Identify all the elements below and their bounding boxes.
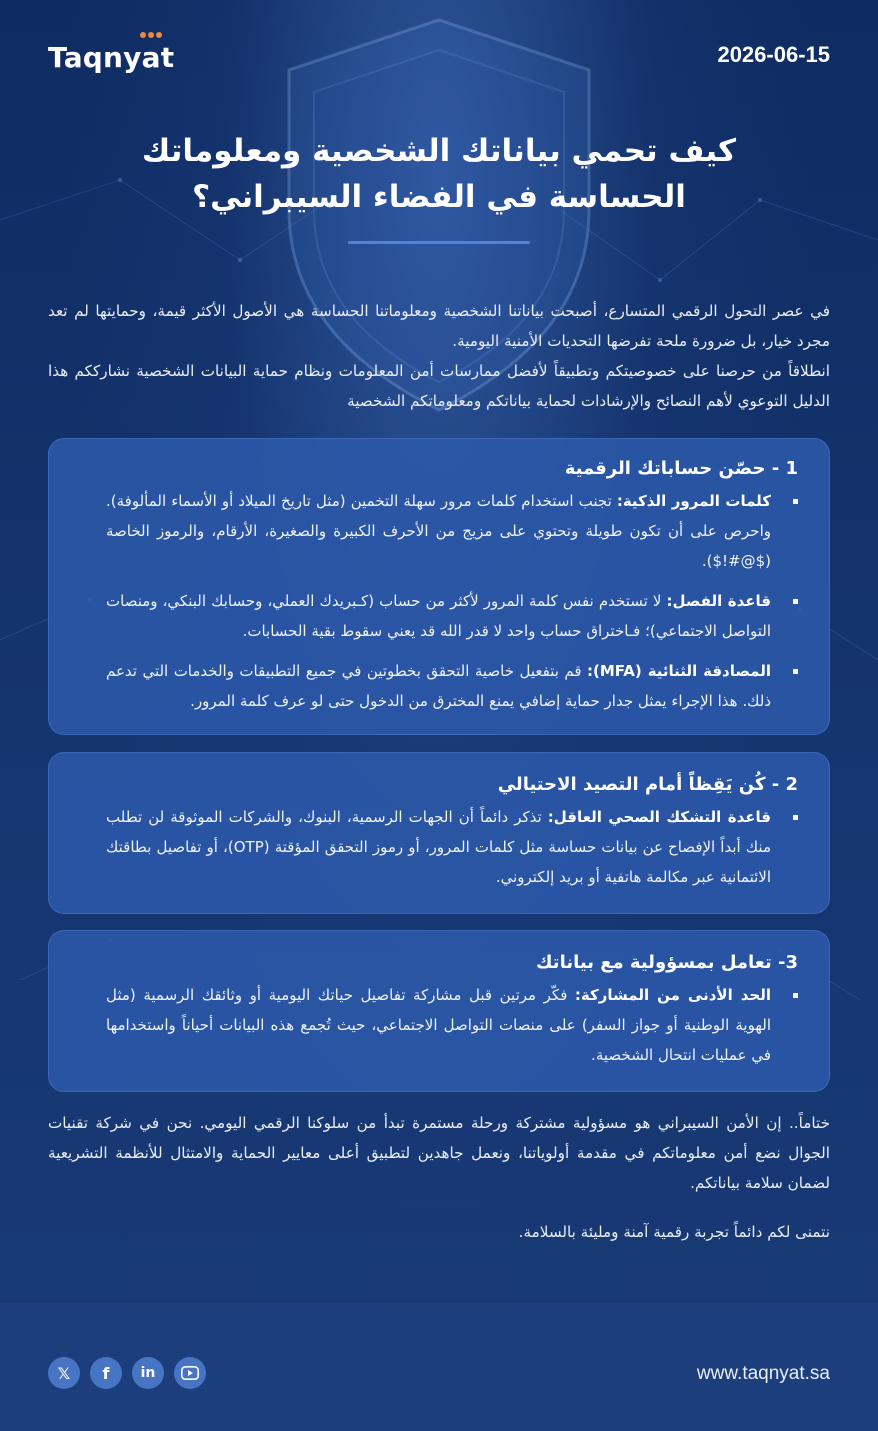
item-label: المصادقة الثنائية (MFA): xyxy=(587,662,771,680)
section-heading: 3- تعامل بمسؤولية مع بياناتك xyxy=(536,952,798,973)
bullet-icon xyxy=(793,815,798,820)
title-divider xyxy=(348,241,530,244)
section-card-phishing xyxy=(48,752,830,914)
website-link[interactable]: www.taqnyat.sa xyxy=(696,1363,830,1384)
bullet-icon xyxy=(793,669,798,674)
linkedin-icon[interactable]: in xyxy=(132,1357,164,1389)
closing-wish: نتمنى لكم دائماً تجربة رقمية آمنة ومليئة بالسلامة. xyxy=(518,1223,830,1241)
issue-date: 2026-06-15 xyxy=(717,42,830,67)
title-line-1: كيف تحمي بياناتك الشخصية ومعلوماتك xyxy=(141,133,737,169)
logo-text: Taqnyat xyxy=(48,41,175,74)
logo-dots-icon xyxy=(140,32,162,38)
page-title xyxy=(90,128,788,220)
section-card-data-responsibility xyxy=(48,930,830,1092)
list-item xyxy=(106,586,798,646)
item-label: قاعدة التشكك الصحي العاقل: xyxy=(547,808,771,826)
list-item xyxy=(106,486,798,576)
social-links xyxy=(48,1357,206,1389)
section-list xyxy=(106,486,798,716)
intro-text xyxy=(48,296,830,416)
intro-paragraph-2: انطلاقاً من حرصنا على خصوصيتكم وتطبيقاً لأفضل ممارسات أمن المعلومات ونظام حماية البيانات الشخصية نشارككم هذا الدليل التوعوي لأهم النصائح والإرشادات لحماية بياناتكم ومعلوماتكم الشخصية xyxy=(48,362,830,410)
footer xyxy=(0,1303,878,1431)
facebook-icon[interactable]: f xyxy=(90,1357,122,1389)
item-text: تجنب استخدام كلمات مرور سهلة التخمين (مثل تاريخ الميلاد أو الأسماء المألوفة). واحرص على أن تكون طويلة وتحتوي على مزيج من الأحرف الكبيرة والصغيرة، الأرقام، والرموز الخاصة ($@#!$). xyxy=(106,492,771,570)
item-label: الحد الأدنى من المشاركة: xyxy=(574,986,771,1004)
list-item xyxy=(106,802,798,892)
item-label: قاعدة الفصل: xyxy=(666,592,771,610)
item-text: قم بتفعيل خاصية التحقق بخطوتين في جميع التطبيقات والخدمات التي تدعم ذلك. هذا الإجراء يمثل جدار حماية إضافي يمنع المخترق من الدخول حتى لو عرف كلمة المرور. xyxy=(106,662,771,710)
x-icon[interactable]: 𝕏 xyxy=(48,1357,80,1389)
section-list xyxy=(106,980,798,1070)
section-heading: 2 - كُن يَقِظاً أمام التصيد الاحتيالي xyxy=(497,774,798,795)
bullet-icon xyxy=(793,599,798,604)
item-text: فكّر مرتين قبل مشاركة تفاصيل حياتك اليومية أو وثائقك الرسمية (مثل الهوية الوطنية أو جواز السفر) على منصات التواصل الاجتماعي، حيث تُجمع هذه البيانات أحياناً واستخدامها في عمليات انتحال الشخصية. xyxy=(106,986,771,1064)
section-list xyxy=(106,802,798,892)
bullet-icon xyxy=(793,993,798,998)
list-item xyxy=(106,656,798,716)
item-label: كلمات المرور الذكية: xyxy=(616,492,771,510)
taqnyat-logo xyxy=(48,40,174,76)
bullet-icon xyxy=(793,499,798,504)
intro-paragraph-1: في عصر التحول الرقمي المتسارع، أصبحت بياناتنا الشخصية ومعلوماتنا الحساسة هي الأصول الأكثر قيمة، وحمايتها لم تعد مجرد خيار، بل ضرورة ملحة تفرضها التحديات الأمنية اليومية. xyxy=(48,302,830,350)
youtube-icon[interactable] xyxy=(174,1357,206,1389)
item-text: تذكر دائماً أن الجهات الرسمية، البنوك، والشركات الموثوقة لن تطلب منك أبداً الإفصاح عن بيانات حساسة مثل كلمات المرور، أو رموز التحقق المؤقتة (OTP)، أو تفاصيل بطاقتك الائتمانية عبر مكالمة هاتفية أو بريد إلكتروني. xyxy=(106,808,771,886)
item-text: لا تستخدم نفس كلمة المرور لأكثر من حساب (كـبريدك العملي، وحسابك البنكي، ومنصات التواصل الاجتماعي)؛ فـاختراق حساب واحد لا قدر الله قد يعني سقوط بقية الحسابات. xyxy=(106,592,771,640)
closing-paragraph: ختاماً.. إن الأمن السيبراني هو مسؤولية مشتركة ورحلة مستمرة تبدأ من سلوكنا الرقمي اليومي. نحن في شركة تقنيات الجوال نضع أمن معلوماتكم في مقدمة أولوياتنا، ونعمل جاهدين لتطبيق أعلى معايير الحماية والامتثال للأنظمة التشريعية لضمان سلامة بياناتكم. xyxy=(48,1114,830,1192)
list-item xyxy=(106,980,798,1070)
section-heading: 1 - حصّن حساباتك الرقمية xyxy=(564,458,798,479)
title-line-2: الحساسة في الفضاء السيبراني؟ xyxy=(192,179,686,215)
section-card-accounts xyxy=(48,438,830,735)
closing-text xyxy=(48,1108,830,1198)
